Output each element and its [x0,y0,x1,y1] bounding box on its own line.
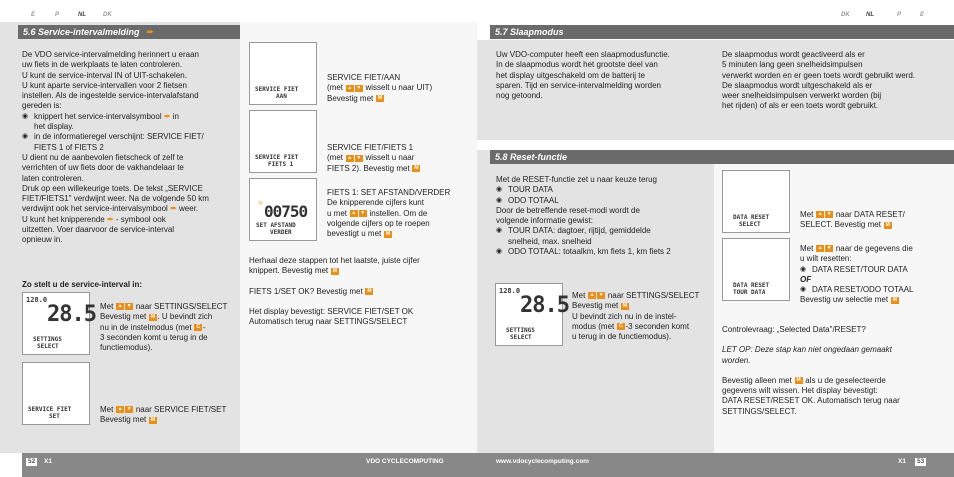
para-line [22,215,236,225]
lcd-line1: SERVICE FIET [28,406,72,413]
para-line: het rijden) of als er een toets wordt gebruikt. [722,101,879,111]
step-text: Bevestig met [572,301,619,311]
lcd-number: 00750 [264,202,308,221]
up-key-icon: ▲ [817,245,823,252]
warning-note: worden. [722,355,751,365]
lcd-line1: SET AFSTAND [256,222,296,229]
para-line: De slaapmodus wordt geactiveerd als er [722,50,865,59]
lcd-line2: FIETS 1 [268,161,294,168]
step-service-set [100,405,236,426]
reset-text [496,175,711,257]
control-question: Controlevraag: „Selected Data"/RESET? [722,325,866,334]
lcd-line2: VERDER [270,229,292,236]
nav-dk-r[interactable]: DK [841,12,850,18]
step-text: U bevindt zich nu in de instel- [572,311,677,321]
step-data-reset-select [800,210,950,231]
step-text: - [202,322,206,332]
para-line: DATA RESET/RESET OK. Automatisch terug naar [722,396,900,406]
intro-line: uw fiets in de werkplaats te laten controleren. [22,60,183,70]
down-key-icon: ▼ [598,292,604,299]
para-line: sparen. Tijd en service-intervalmelding worden [496,80,661,90]
step-text: Bevestig met [327,93,374,103]
step-service-aan [327,73,472,104]
section-title-service [18,25,240,39]
m-key-icon: M [150,313,156,320]
m-key-icon: M [885,221,890,228]
para-line: volgende informatie gewist: [496,216,593,226]
para-line: Door de betreffende reset-modi wordt de [496,205,640,215]
lcd-line2: SELECT [739,221,761,228]
para-text: FIETS 1/SET OK? Bevestig met [249,286,363,296]
section-title-sleep: 5.7 Slaapmodus [490,25,954,39]
intro-line: U kunt aparte service-intervallen voor 2 fietsen [22,80,187,90]
lcd-line1: SERVICE FIET [255,154,299,161]
step-text: naar DATA RESET/ [835,210,905,219]
para-line: Het display bevestigt: SERVICE FIET/SET OK [249,306,414,316]
step-reset-settings [572,291,712,342]
step-text: Met [572,291,586,300]
step-text: Met [100,405,114,414]
m-key-icon: M [892,296,897,303]
lcd-data-reset-select [722,170,790,233]
repeat-steps [249,256,474,327]
website-link[interactable]: www.vdocyclecomputing.com [496,458,589,465]
service-intro [22,50,236,246]
up-key-icon: ▲ [589,292,595,299]
nav-e[interactable]: E [31,12,36,18]
nav-p-r[interactable]: P [897,12,902,18]
step-text: FIETS 2). Bevestig met [327,163,410,173]
nav-e-r[interactable]: E [920,12,925,18]
lcd-reset-settings [495,283,569,346]
bullet-text: snelheid, max. snelheid [508,236,592,246]
step-text: modus (met [572,321,615,331]
nav-dk[interactable]: DK [103,12,112,18]
lcd-line2: TOUR DATA [733,289,766,296]
step-text: Bevestig uw selectie met [800,295,889,305]
lcd-number: 28.5 [520,293,569,318]
footer-bar [22,453,954,477]
sleep-text-right [722,50,952,112]
page-number-right: 53 [917,458,925,465]
para-line: verrichten of uw fiets door de vakhandelaar te [22,163,184,173]
step-text: De knipperende cijfers kunt [327,198,424,208]
para-line: U dient nu de aanbevolen fietscheck of zelf te [22,152,184,162]
lcd-line1: SETTINGS [33,336,62,343]
bullet-text: TOUR DATA: dagtoer, rijtijd, gemiddelde [508,226,651,236]
up-key-icon: ▲ [351,209,357,216]
c-key-icon: C [617,323,625,330]
lcd-line2: SELECT [37,343,59,350]
para-text: als u de geselecteerde [805,375,886,385]
para-line: Met de RESET-functie zet u naar keuze terug [496,175,657,184]
top-nav-right [477,0,954,22]
wrench-icon: ✒ [163,111,171,121]
step-set-afstand [327,188,472,239]
nav-nl[interactable]: NL [78,12,86,18]
step-text: 3 seconden komt u terug in de [100,332,208,342]
para-line: 5 minuten lang geen snelheidsimpulsen [722,60,863,70]
lcd-line2: SELECT [510,334,532,341]
intro-line: De VDO service-intervalmelding herinnert u eraan [22,50,199,59]
step-text: bevestigt u met [327,229,382,239]
lcd-service-aan [249,42,317,105]
up-key-icon: ▲ [117,406,123,413]
para-line: Druk op een willekeurige toets. De tekst „SERVICE [22,183,203,193]
lcd-service-fiets1 [249,110,317,173]
para-line: SETTINGS/SELECT. [722,406,797,416]
m-key-icon: M [377,94,383,101]
bullet-text: in de informatieregel verschijnt: SERVICE FIET/ [34,132,204,142]
bullet-tour-reset: ◉ DATA RESET/TOUR DATA [800,265,950,275]
down-key-icon: ▼ [356,154,362,161]
para-line: gegevens wilt wissen. Het display bevestigt: [722,386,878,396]
bullet-odo: ◉ ODO TOTAAL [496,196,711,206]
bullet-odo-detail: ◉ ODO TOTAAL: totaalkm, km fiets 1, km fiets 2 [496,247,711,257]
model-right: X1 [898,458,906,465]
down-key-icon: ▼ [360,209,366,216]
step-text: nu in de instelmodus (met [100,322,192,332]
lcd-settings-select [22,292,96,355]
para-line: opnieuw in. [22,235,63,245]
step-text: u met [327,208,348,218]
lcd-service-set [22,362,90,425]
m-key-icon: M [385,230,391,237]
para-text: U kunt het knipperende [22,214,105,224]
down-key-icon: ▼ [126,406,132,413]
lcd-line1: DATA RESET [733,282,770,289]
nav-p[interactable]: P [55,12,60,18]
para-line: Automatisch terug naar SETTINGS/SELECT [249,317,408,327]
lcd-line2: AAN [276,93,287,100]
para-line: In de slaapmodus wordt het grootste deel van [496,60,658,70]
reset-confirm [722,325,952,417]
c-key-icon: C [194,324,202,331]
up-key-icon: ▲ [117,303,123,310]
m-key-icon: M [796,377,801,384]
step-text: instellen. Om de [369,208,428,218]
lcd-line1: DATA RESET [733,214,770,221]
para-line: verwerkt worden en er geen toets wordt gebruikt werd. [722,70,915,80]
up-key-icon: ▲ [817,211,823,218]
step-text: -3 seconden komt [625,321,690,331]
bullet-text: FIETS 1 of FIETS 2 [34,142,104,152]
step-text: u wilt resetten: [800,254,852,264]
step-text: functiemodus). [100,343,153,353]
section-divider [477,140,954,150]
intro-line: instellen. Als de ingestelde service-intervalafstand [22,91,199,101]
step-settings-select [100,302,236,353]
para-line: De slaapmodus wordt uitgeschakeld als er [722,80,873,90]
or-label: OF [800,274,812,284]
step-text: SERVICE FIET/AAN [327,73,401,82]
para-line: FIET/FIETS1" verdwijnt weer. Na de volgende 50 km [22,194,209,204]
lcd-top: 128.0 [499,287,521,295]
down-key-icon: ▼ [356,84,362,91]
lcd-top: 128.0 [26,296,48,304]
sleep-text-left [496,50,711,101]
step-text: u terug in de functiemodus). [572,332,672,342]
down-key-icon: ▼ [826,211,832,218]
bullet-blink [22,112,236,133]
m-key-icon: M [622,302,628,309]
down-key-icon: ▼ [826,245,832,252]
model-left: X1 [44,458,52,465]
para-line: het display uitgeschakeld om de batterij te [496,70,645,80]
lcd-line1: SERVICE FIET [255,86,299,93]
step-text: (met [327,153,343,163]
step-text: naar SERVICE FIET/SET [135,405,227,414]
bullet-infoline [22,132,236,153]
step-text: volgende cijfers op te roepen [327,218,430,228]
para-line: nog getoond. [496,91,543,101]
intro-line: U kunt de service-interval IN of UIT-schakelen. [22,70,187,80]
para-line: Herhaal deze stappen tot het laatste, juiste cijfer [249,256,420,265]
bullet-odo-reset: ◉ DATA RESET/ODO TOTAAL [800,285,950,295]
top-nav-left [0,0,477,22]
para-line: Uw VDO-computer heeft een slaapmodusfunctie. [496,50,670,59]
setup-heading: Zo stelt u de service-interval in: [22,280,143,289]
para-text: - symbool ook [115,214,166,224]
step-text: FIETS 1: SET AFSTAND/VERDER [327,188,451,197]
step-text: SELECT. Bevestig met [800,220,881,230]
bullet-text: knippert het service-intervalsymbool [34,111,162,121]
m-key-icon: M [332,267,337,274]
step-text: Bevestig met [100,415,147,425]
m-key-icon: M [367,287,372,294]
lcd-set-afstand [249,178,317,241]
nav-nl-r[interactable]: NL [866,12,874,18]
step-text: (met [327,83,343,93]
lcd-data-reset-tour [722,238,790,301]
intro-line: gereden is: [22,101,62,111]
section-title-reset: 5.8 Reset-functie [490,150,954,164]
para-line: uitzetten. Voer daarvoor de service-interval [22,225,175,235]
brand-name: VDO CYCLECOMPUTING [366,458,444,465]
para-text: Bevestig alleen met [722,375,792,385]
step-text: . U bevindt zich [157,312,213,322]
step-data-reset-choose [800,244,950,306]
bullet-text: in [172,111,180,121]
m-key-icon: M [150,416,156,423]
wrench-icon: ✒ [170,204,177,214]
m-key-icon: M [414,164,419,171]
para-line [22,204,236,214]
warning-note: LET OP: Deze stap kan niet ongedaan gemaakt [722,345,892,355]
lcd-line2: SET [49,413,60,420]
step-text: wisselt u naar [365,153,415,163]
para-line: weer snelheidsimpulsen verwerkt worden (bij [722,91,882,101]
bullet-tour: ◉ TOUR DATA [496,185,711,195]
step-service-fiets [327,143,472,174]
step-text: SERVICE FIET/FIETS 1 [327,143,414,152]
step-text: Bevestig met [100,312,147,322]
section-title-service-text: 5.6 Service-intervalmelding [23,27,140,37]
bullet-text: het display. [34,122,74,132]
step-text: Met [800,210,814,219]
step-text: naar SETTINGS/SELECT [135,302,228,311]
lcd-line1: SETTINGS [506,327,535,334]
step-text: Met [800,244,814,253]
step-text: wisselt u naar UIT) [365,83,433,93]
step-text: naar SETTINGS/SELECT [607,291,700,300]
blink-rays-icon: ☼ [258,199,264,209]
para-text: verdwijnt ook het service-intervalsymbool [22,204,168,214]
bullet-tour-detail [496,226,711,247]
step-text: naar de gegevens die [835,244,913,253]
step-text: Met [100,302,114,311]
up-key-icon: ▲ [347,84,353,91]
page-number-left: 52 [28,458,36,465]
para-text: knippert. Bevestig met [249,266,329,276]
para-line: laten controleren. [22,173,84,183]
lcd-number: 28.5 [47,302,96,327]
down-key-icon: ▼ [126,303,132,310]
wrench-icon: ✒ [106,214,114,224]
up-key-icon: ▲ [347,154,353,161]
para-text: weer. [179,204,199,214]
wrench-icon: ✒ [145,27,154,37]
